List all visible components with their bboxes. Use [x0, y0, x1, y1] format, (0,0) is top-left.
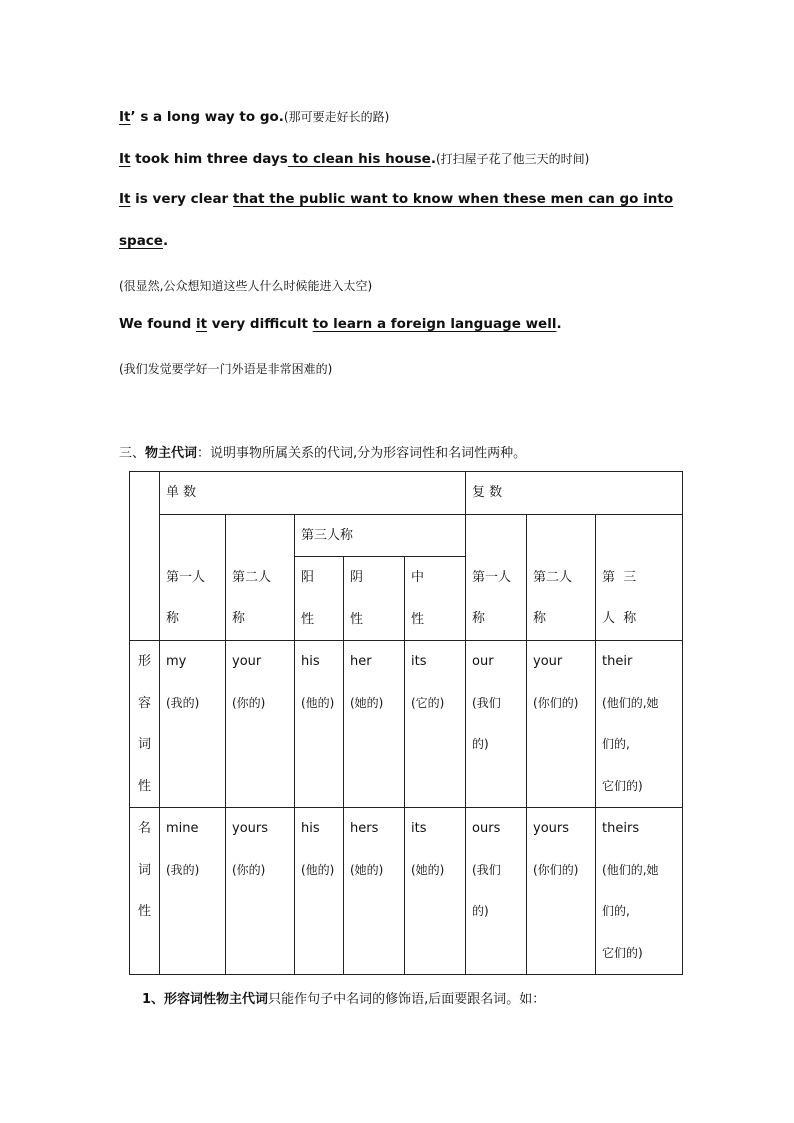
sentence-text: . [556, 316, 562, 332]
header-first-person: 第一人 称 [160, 514, 226, 641]
sentence-text: very difficult [207, 316, 313, 332]
table-cell: their (他们的,她 们的, 它们的) [596, 641, 683, 808]
example-sentence-2 [119, 150, 589, 167]
header-singular: 单 数 [160, 472, 466, 515]
table-cell: his (他的) [295, 641, 344, 808]
underlined-phrase: space [119, 233, 163, 249]
table-cell: mine (我的) [160, 808, 226, 975]
underlined-phrase: that the public want to know when these men can go into [232, 191, 674, 207]
sentence-text: is very clear [130, 191, 233, 207]
table-cell: your (你的) [226, 641, 295, 808]
sentence-text: We found [119, 316, 196, 332]
header-second-person: 第二人 称 [226, 514, 295, 641]
table-cell: ours (我们 的) [466, 808, 527, 975]
example-sentence-4 [119, 316, 562, 332]
header-plural-second: 第二人 称 [527, 514, 596, 641]
sentence-text: ’ s a long way to go. [130, 109, 284, 125]
table-cell: theirs (他们的,她 们的, 它们的) [596, 808, 683, 975]
example-sentence-1 [119, 108, 389, 125]
header-masculine: 阳 性 [295, 557, 344, 641]
table-cell: its (它的) [405, 641, 466, 808]
sentence-text: . [430, 151, 436, 167]
table-cell: hers (她的) [344, 808, 405, 975]
corner-cell [130, 472, 160, 641]
section-description: ：说明事物所属关系的代词,分为形容词性和名词性两种。 [197, 446, 527, 461]
table-cell: her (她的) [344, 641, 405, 808]
sentence-text: took him three days [130, 151, 288, 167]
table-row-noun [130, 808, 683, 975]
chinese-translation: (打扫屋子花了他三天的时间) [435, 152, 590, 166]
subsection-number: 1、 [142, 992, 165, 1007]
underlined-phrase: to learn a foreign language well [312, 316, 557, 332]
table-cell: our (我们 的) [466, 641, 527, 808]
section-heading [119, 442, 526, 461]
underlined-pronoun: It [119, 151, 131, 167]
header-third-person: 第三人称 [295, 514, 466, 557]
sentence-text: . [162, 233, 169, 249]
row-label-noun: 名 词 性 [130, 808, 160, 975]
underlined-phrase: to clean his house [287, 151, 431, 167]
table-cell: my (我的) [160, 641, 226, 808]
section-title: 物主代词 [145, 446, 198, 461]
example-sentence-3-continued [119, 233, 168, 249]
underlined-pronoun: it [196, 316, 208, 332]
underlined-pronoun: It [119, 191, 131, 207]
table-cell: his (他的) [295, 808, 344, 975]
header-plural-third: 第 三 人 称 [596, 514, 683, 641]
table-cell: your (你们的) [527, 641, 596, 808]
table-cell: its (她的) [405, 808, 466, 975]
example-sentence-3 [119, 191, 673, 207]
header-plural: 复 数 [466, 472, 683, 515]
table-row-adjective [130, 641, 683, 808]
subsection-heading [142, 988, 545, 1007]
header-feminine: 阴 性 [344, 557, 405, 641]
section-number: 三、 [119, 446, 146, 461]
underlined-pronoun: It [119, 109, 131, 125]
subsection-description: 只能作句子中名词的修饰语,后面要跟名词。如： [268, 992, 546, 1007]
table-cell: yours (你的) [226, 808, 295, 975]
chinese-translation-3: (很显然,公众想知道这些人什么时候能进入太空) [119, 279, 373, 293]
table-cell: yours (你们的) [527, 808, 596, 975]
possessive-pronoun-table [129, 471, 683, 975]
subsection-title: 形容词性物主代词 [164, 992, 269, 1007]
chinese-translation-4: (我们发觉要学好一门外语是非常困难的) [119, 362, 333, 376]
header-neuter: 中 性 [405, 557, 466, 641]
header-plural-first: 第一人 称 [466, 514, 527, 641]
row-label-adjective: 形 容 词 性 [130, 641, 160, 808]
chinese-translation: (那可要走好长的路) [283, 110, 390, 124]
